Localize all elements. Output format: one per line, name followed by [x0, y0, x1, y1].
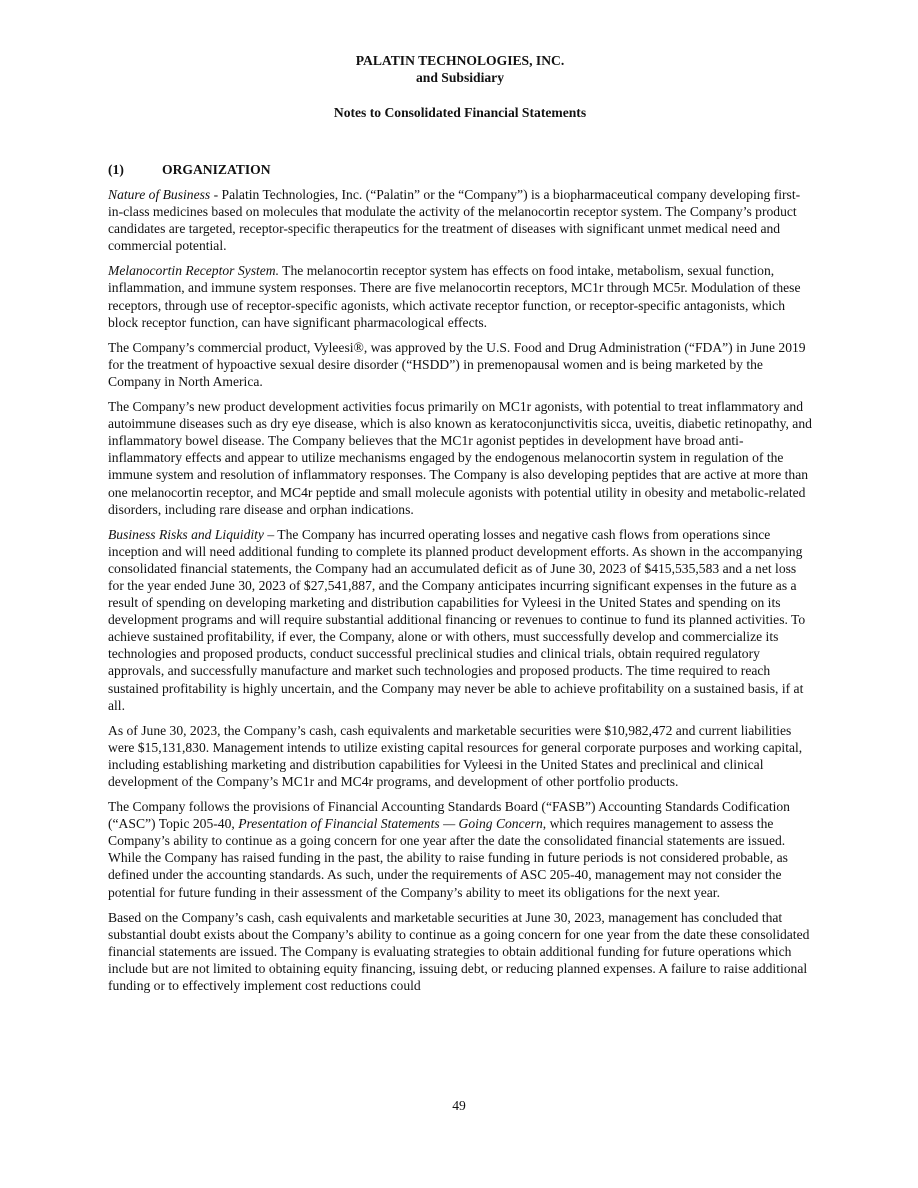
- section-number: (1): [108, 162, 124, 177]
- paragraph-text: , which requires management to assess the Company’s ability to continue as a going concern for one year after the date the consolidated financial statements are issued. While the Company has raised funding in the past, the ability to raise funding in future periods is not considered probable, as defined under the accounting standards. As such, under the requirements of ASC 205-40, management may not consider the potential for future funding in their assessment of the Company’s ability to meet its obligations for the next year.: [108, 816, 788, 900]
- document-page: [108, 52, 812, 1002]
- paragraph-vyleesi: The Company’s commercial product, Vyleesi®, was approved by the U.S. Food and Drug Administration (“FDA”) in June 2019 for the treatment of hypoactive sexual desire disorder (“HSDD”) in premenopausal women and is being marketed by the Company in North America.: [108, 339, 806, 389]
- paragraph-lead: Melanocortin Receptor System.: [108, 263, 280, 279]
- paragraph-product-development: The Company’s new product development activities focus primarily on MC1r agonists, with potential to treat inflammatory and autoimmune diseases such as dry eye disease, which is also known as keratoconjunctivitis sicca, uveitis, diabetic retinopathy, and inflammatory bowel disease. The Company believes that the MC1r agonist peptides in development have broad anti-inflammatory effects and appear to utilize mechanisms engaged by the endogenous melanocortin system in regulation of the immune system and resolution of inflammatory responses. The Company is also developing peptides that are active at more than one melanocortin receptor, and MC4r peptide and small molecule agonists with potential utility in obesity and metabolic-related disorders, including rare disease and orphan indications.: [108, 399, 812, 517]
- paragraph-lead: Business Risks and Liquidity: [108, 526, 264, 542]
- notes-title: Notes to Consolidated Financial Statements: [333, 105, 587, 120]
- paragraph-melanocortin-system: [108, 262, 812, 330]
- paragraph-text: – The Company has incurred operating losses and negative cash flows from operations since inception and will need additional funding to complete its planned product development efforts. As shown in the accompanying consolidated financial statements, the Company had an accumulated deficit as of June 30, 2023 of $415,535,583 and a net loss for the year ended June 30, 2023 of $27,541,887, and the Company anticipates incurring significant expenses in the future as a result of spending on developing marketing and distribution capabilities for Vyleesi in the United States and spending on its development programs and will require substantial additional financing or revenues to continue to fund its planned activities. To achieve sustained profitability, if ever, the Company, alone or with others, must successfully develop and commercialize its technologies and proposed products, conduct successful preclinical studies and clinical trials, obtain required regulatory approvals, and successfully manufacture and market such technologies and proposed products. The time required to reach sustained profitability is highly uncertain, and the Company may never be able to achieve profitability on a sustained basis, if at all.: [108, 526, 806, 713]
- paragraph-text: The Company follows the provisions of Financial Accounting Standards Board (“FASB”) Accounting Standards Codification (“ASC”) Topic 205-40,: [108, 799, 790, 832]
- paragraph-cash-position: As of June 30, 2023, the Company’s cash, cash equivalents and marketable securities were $10,982,472 and current liabilities were $15,131,830. Management intends to utilize existing capital resources for general corporate purposes and working capital, including establishing marketing and distribution capabilities for Vyleesi in the United States and preclinical and clinical development of the Company’s MC1r and MC4r programs, and development of other portfolio products.: [108, 722, 803, 789]
- company-name: PALATIN TECHNOLOGIES, INC.: [355, 53, 565, 68]
- paragraph-text: - Palatin Technologies, Inc. (“Palatin” or the “Company”) is a biopharmaceutical company developing first-in-class medicines based on molecules that modulate the activity of the melanocortin receptor system. The Company’s product candidates are targeted, receptor-specific therapeutics for the treatment of diseases with significant unmet medical need and commercial potential.: [108, 187, 801, 254]
- paragraph-substantial-doubt: Based on the Company’s cash, cash equivalents and marketable securities at June 30, 2023, management has concluded that substantial doubt exists about the Company’s ability to continue as a going concern for one year from the date these consolidated financial statements are issued. The Company is evaluating strategies to obtain additional funding for future operations which include but are not limited to obtaining equity financing, issuing debt, or reducing planned expenses. A failure to raise additional funding or to effectively implement cost reductions could: [108, 909, 810, 994]
- subsidiary-line: and Subsidiary: [415, 70, 505, 85]
- section-title: ORGANIZATION: [162, 162, 271, 177]
- paragraph-text: The melanocortin receptor system has effects on food intake, metabolism, sexual function, inflammation, and immune system responses. There are five melanocortin receptors, MC1r through MC5r. Modulation of these receptors, through use of receptor-specific agonists, which activate receptor function, or receptor-specific antagonists, which block receptor function, can have significant pharmacological effects.: [108, 263, 801, 330]
- paragraph-italic-text: Presentation of Financial Statements — Going Concern: [238, 816, 543, 832]
- paragraph-nature-of-business: [108, 186, 812, 254]
- paragraph-business-risks: [108, 526, 812, 714]
- page-number: 49: [452, 1098, 466, 1113]
- paragraph-lead: Nature of Business: [108, 187, 211, 202]
- section-heading: [108, 161, 812, 178]
- paragraph-going-concern-standard: [108, 798, 812, 901]
